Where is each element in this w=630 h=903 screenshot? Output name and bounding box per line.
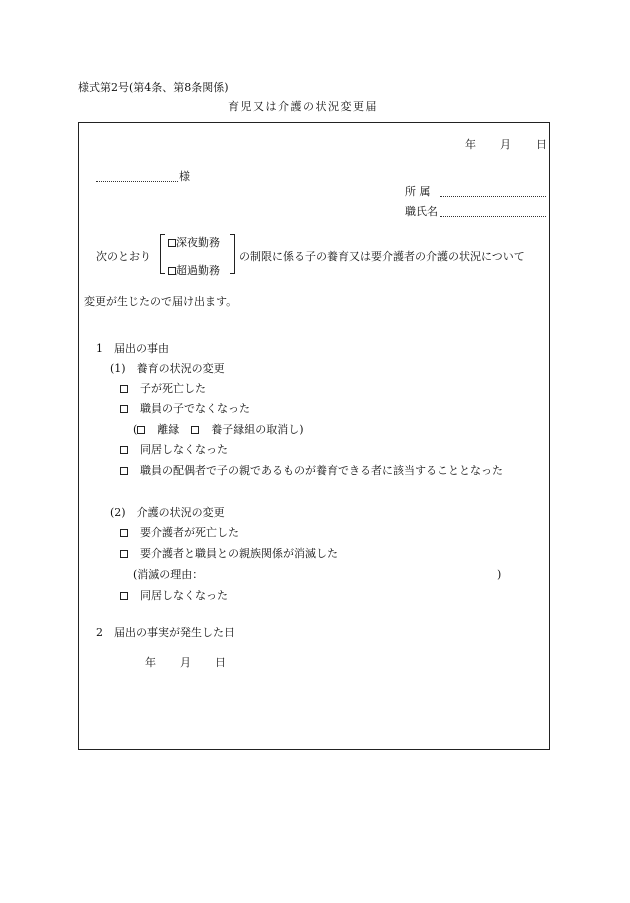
- list-item: [120, 383, 206, 394]
- item-label: 要介護者が死亡した: [140, 526, 239, 539]
- checkbox-overtime[interactable]: [168, 267, 176, 275]
- occurrence-year: 年: [145, 656, 156, 669]
- checkbox[interactable]: [120, 592, 128, 600]
- addressee-suffix: 様: [179, 170, 190, 183]
- reason-label: (消滅の理由：: [133, 568, 204, 581]
- section1-heading: 1 届出の事由: [96, 342, 169, 355]
- intro-line2: 変更が生じたので届け出ます。: [84, 295, 238, 308]
- checkbox-adoption-cancel[interactable]: [191, 426, 199, 434]
- list-item: [120, 465, 503, 476]
- checkbox[interactable]: [120, 550, 128, 558]
- item-label: 同居しなくなった: [140, 443, 228, 456]
- checkbox[interactable]: [120, 467, 128, 475]
- checkbox-dissolution[interactable]: [137, 426, 145, 434]
- paren-close: ): [299, 423, 304, 436]
- section1-sub2-heading: (2) 介護の状況の変更: [110, 506, 225, 519]
- paren-open: (: [133, 423, 138, 436]
- section1-sub1-heading: (1) 養育の状況の変更: [110, 362, 225, 375]
- addressee-field[interactable]: [96, 181, 178, 182]
- checkbox[interactable]: [120, 385, 128, 393]
- item-label: 要介護者と職員との親族関係が消滅した: [140, 547, 338, 560]
- list-item: [120, 403, 250, 414]
- date-year: 年: [465, 138, 476, 151]
- item-label: 職員の配偶者で子の親であるものが養育できる者に該当することとなった: [140, 464, 503, 477]
- reason-close: ): [497, 568, 502, 581]
- occurrence-day: 日: [215, 656, 226, 669]
- bracket-left: [160, 234, 165, 274]
- form-title: 育児又は介護の状況変更届: [228, 100, 378, 113]
- name-field[interactable]: [440, 216, 546, 217]
- affiliation-field[interactable]: [440, 196, 546, 197]
- adoption-options: [133, 424, 304, 435]
- item-label: 子が死亡した: [140, 382, 206, 395]
- list-item: [120, 444, 228, 455]
- form-number: 様式第2号(第4条、第8条関係): [78, 81, 229, 94]
- occurrence-month: 月: [180, 656, 191, 669]
- date-month: 月: [500, 138, 511, 151]
- intro-before: 次のとおり: [96, 250, 151, 263]
- date-day: 日: [536, 138, 547, 151]
- option-night-work-label: 深夜勤務: [176, 236, 220, 249]
- affiliation-label: 所 属: [405, 185, 431, 198]
- option-night-work: [168, 237, 220, 248]
- name-label: 職氏名: [405, 205, 438, 218]
- checkbox[interactable]: [120, 529, 128, 537]
- option-overtime-label: 超過勤務: [176, 264, 220, 277]
- section2-heading: 2 届出の事実が発生した日: [96, 626, 235, 639]
- list-item: [120, 590, 228, 601]
- bracket-right: [230, 234, 235, 274]
- list-item: [120, 527, 239, 538]
- intro-after: の制限に係る子の養育又は要介護者の介護の状況について: [239, 250, 525, 263]
- list-item: [120, 548, 338, 559]
- option-dissolution-label: 離縁: [157, 423, 180, 436]
- option-adoption-cancel-label: 養子縁組の取消し: [211, 423, 300, 436]
- item-label: 同居しなくなった: [140, 589, 228, 602]
- option-overtime: [168, 265, 220, 276]
- checkbox[interactable]: [120, 446, 128, 454]
- checkbox-night-work[interactable]: [168, 239, 176, 247]
- checkbox[interactable]: [120, 405, 128, 413]
- item-label: 職員の子でなくなった: [140, 402, 250, 415]
